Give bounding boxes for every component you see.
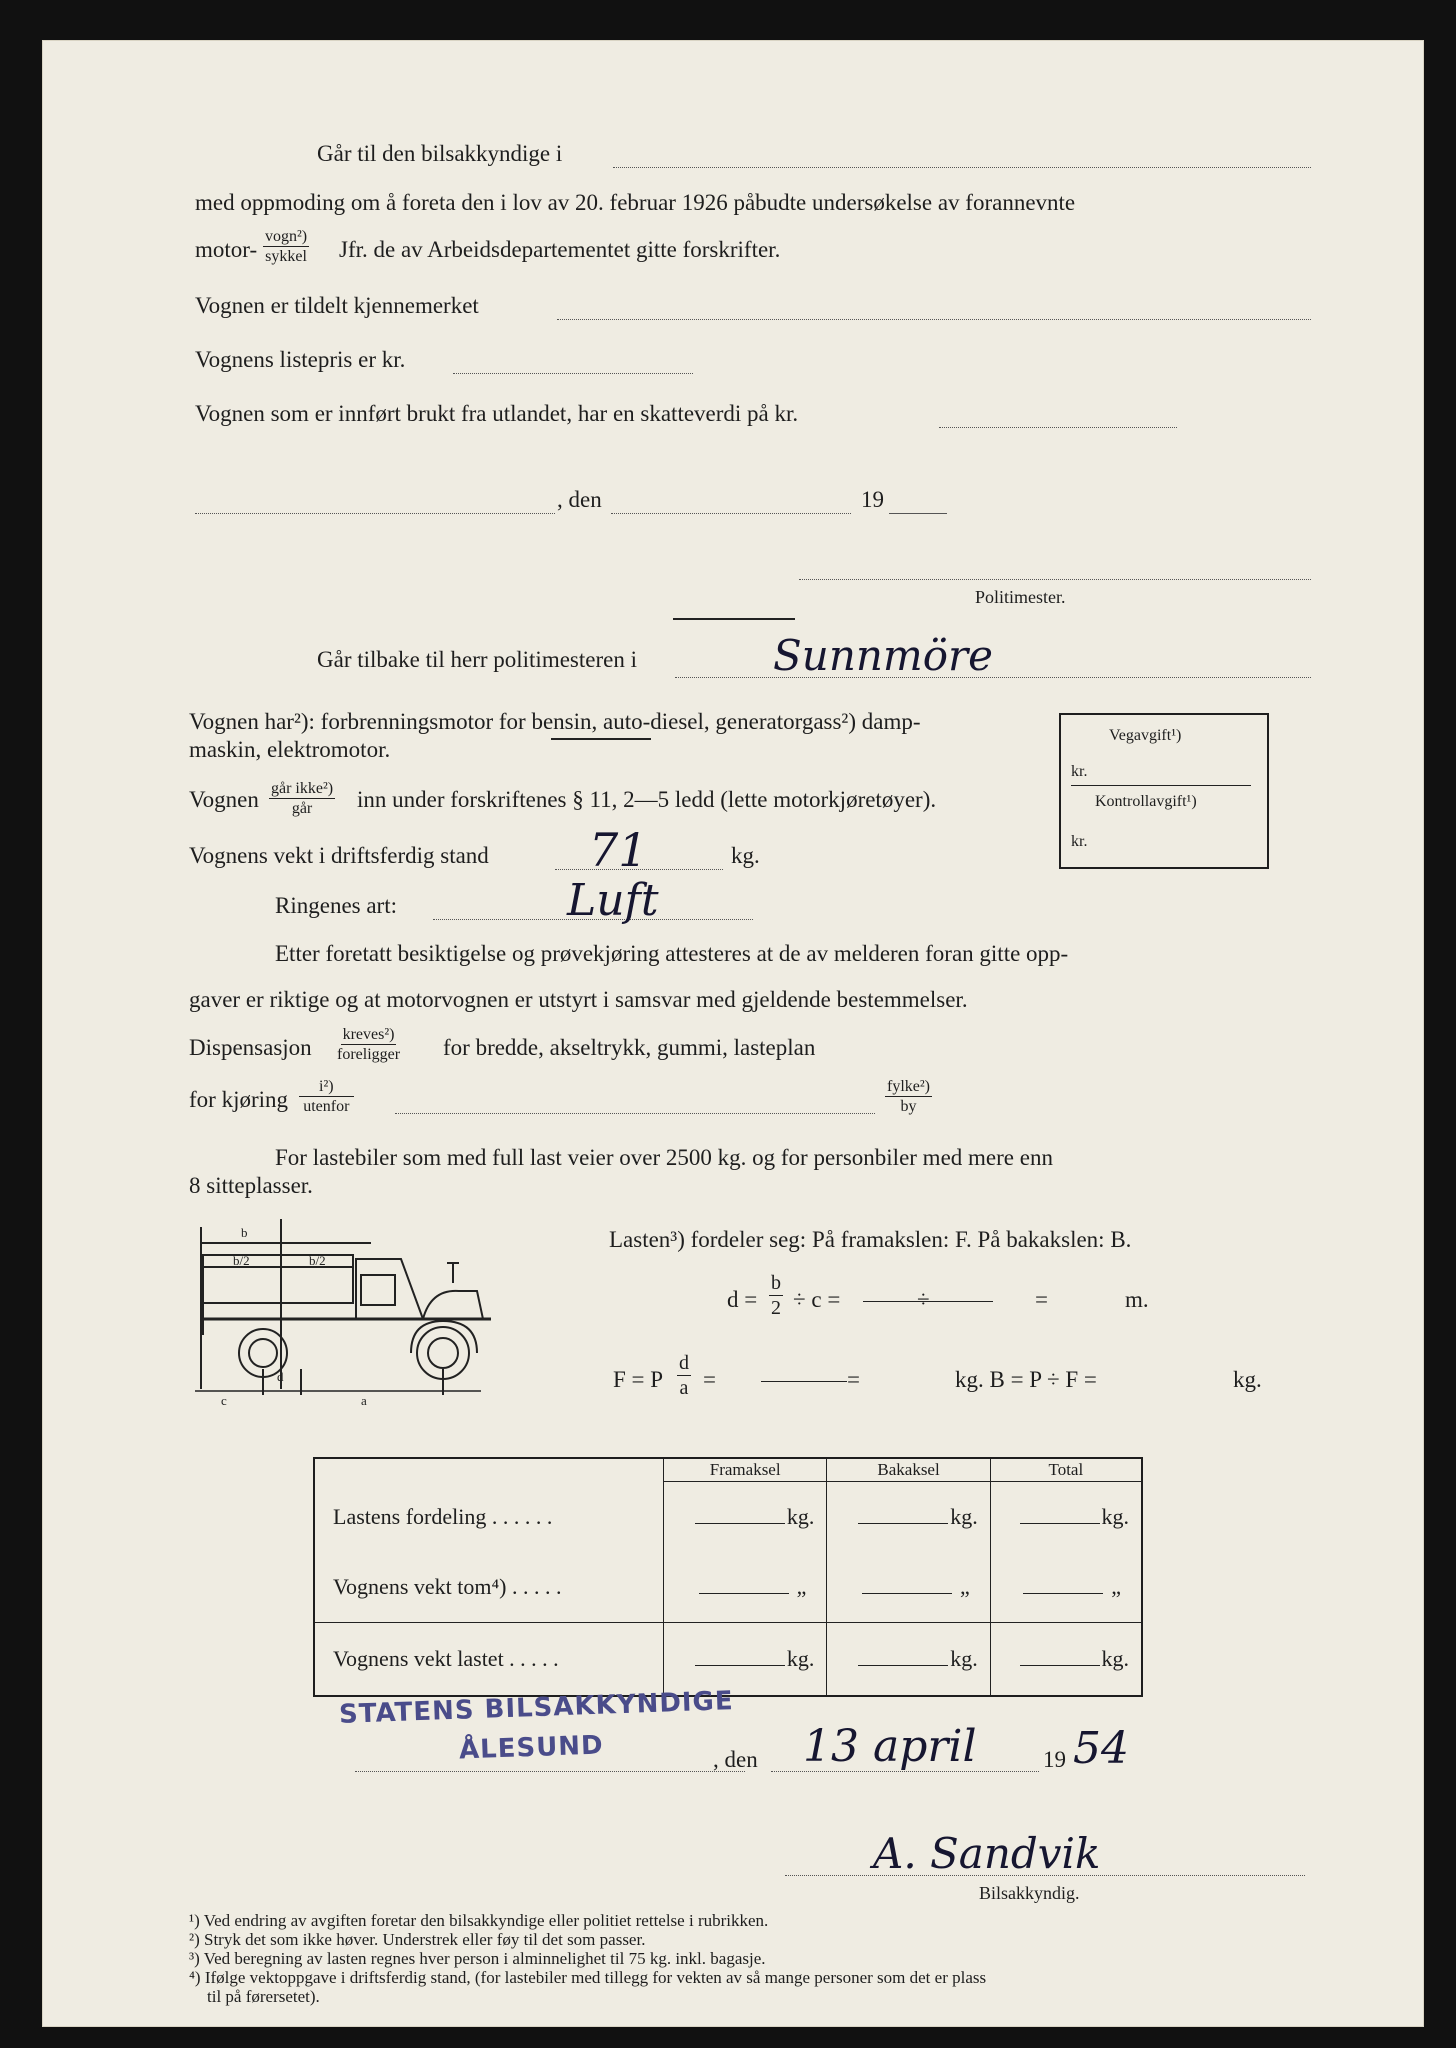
line-forskrift: inn under forskriftenes § 11, 2—5 ledd (lette motorkjøretøyer). [357,787,937,812]
cell-total[interactable]: kg. [990,1482,1142,1553]
cargo-body [203,1267,353,1303]
cell-total[interactable]: „ [990,1552,1142,1623]
label-vegavgift: Vegavgift¹) [1109,727,1182,744]
line-jfr: Jfr. de av Arbeidsdepartementet gitte forskrifter. [339,237,781,262]
cargo-sideboard-top [203,1255,353,1267]
line-lastebiler-1: For lastebiler som med full last veier over 2500 kg. og for personbiler med mere enn [275,1145,1053,1170]
formula-blank-2[interactable] [761,1381,847,1382]
underline-bensin [551,738,651,740]
frac-bottom: sykkel [265,248,307,265]
dim-label-b2-left: b/2 [233,1253,250,1268]
label-den: , den [557,487,602,512]
header-framaksel: Framaksel [664,1458,827,1482]
frac-bottom: går [291,800,313,817]
line-dispensasjon: for bredde, akseltrykk, gummi, lasteplan [443,1035,816,1060]
formula-f-eq-p: F = P [613,1367,664,1392]
stamp-line-1: STATENS BILSAKKYNDIGE [338,1686,735,1730]
formula-d-eq: d = [727,1287,758,1312]
formula-eq-2: = [703,1367,716,1392]
frac-top: vogn²) [265,228,308,245]
row-label: Lastens fordeling . . . . . . [314,1482,664,1553]
formula-kg-end: kg. [1233,1367,1262,1392]
cell-framaksel[interactable]: „ [664,1552,827,1623]
formula-m: m. [1125,1287,1149,1312]
field-kjoring-sted[interactable] [395,1113,875,1114]
front-fender [411,1321,477,1353]
label-kg: kg. [731,843,760,868]
frac-bottom: a [679,1377,689,1399]
label-den-2: , den [713,1747,758,1772]
dim-label-a: a [361,1393,367,1408]
cell-bakaksel[interactable]: kg. [827,1482,990,1553]
field-skatteverdi[interactable] [939,427,1177,428]
formula-minus-c: ÷ c = [793,1287,841,1312]
frac-top: d [679,1352,689,1374]
frac-bottom: foreligger [337,1046,401,1063]
frac-top: b [771,1272,781,1294]
cell-bakaksel[interactable]: kg. [827,1623,990,1696]
field-place[interactable] [195,513,555,514]
handwritten-luft: Luft [567,875,659,926]
footnote-4: ⁴) Ifølge vektoppgave i driftsferdig stand, (for lastebiler med tillegg for vekten av så mange personer som det er plass [189,1968,987,1987]
line-skatteverdi: Vognen som er innført brukt fra utlandet, har en skatteverdi på kr. [195,401,799,426]
handwritten-date: 13 april [803,1721,977,1772]
vegavgift-divider [1071,785,1251,786]
fraction-vogn-sykkel [263,227,309,266]
handwritten-vekt: 71 [589,823,648,877]
line-lastebiler-2: 8 sitteplasser. [189,1173,313,1198]
exhaust [447,1263,459,1283]
frac-top: kreves²) [342,1026,395,1043]
formula-b-over-2 [769,1271,783,1320]
frac-bottom: by [900,1098,917,1115]
table-row [314,1482,1142,1553]
signature-bilsakkyndig: A. Sandvik [873,1829,1101,1878]
formula-eq-3: = [847,1367,860,1392]
label-vekt: Vognens vekt i driftsferdig stand [189,843,489,868]
form-page [42,40,1424,2027]
frac-top: i²) [299,1077,354,1097]
vegavgift-box [1059,713,1269,869]
footnote-1: ¹) Ved endring av avgiften foretar den bilsakkyndige eller politiet rettelse i rubrikken. [189,1911,769,1930]
line-attest-2: gaver er riktige og at motorvognen er utstyrt i samsvar med gjeldende bestemmelser. [189,987,968,1012]
footnote-2: ²) Stryk det som ikke høver. Understrek eller føy til det som passer. [189,1930,646,1949]
line-attest-1: Etter foretatt besiktigelse og prøvekjøring attesteres at de av melderen foran gitte opp- [275,941,1069,966]
fraction-kreves [337,1025,400,1064]
formula-div-sign: ÷ [917,1287,930,1312]
line-gar-tilbake: Går tilbake til herr politimesteren i [317,647,637,672]
cab-window [361,1275,395,1305]
label-politimester: Politimester. [975,587,1066,607]
fraction-i-utenfor [299,1077,354,1116]
header-total: Total [990,1458,1142,1482]
label-bilsakkyndig: Bilsakkyndig. [979,1883,1080,1903]
label-dispensasjon: Dispensasjon [189,1035,312,1060]
field-kjennemerket[interactable] [557,319,1311,320]
dim-label-d: d [277,1369,284,1384]
cell-framaksel[interactable]: kg. [664,1623,827,1696]
cell-framaksel[interactable]: kg. [664,1482,827,1553]
line-listepris: Vognens listepris er kr. [195,347,406,372]
label-vognen: Vognen [189,787,259,812]
row-label: Vognens vekt tom⁴) . . . . . [314,1552,664,1623]
label-year-19-2: 19 [1043,1747,1066,1772]
stamp-line-2: ÅLESUND [458,1730,605,1766]
cell-bakaksel[interactable]: „ [827,1552,990,1623]
line-kjennemerket: Vognen er tildelt kjennemerket [195,293,479,318]
table-row [314,1552,1142,1623]
footnote-4-cont: til på førersetet). [207,1987,320,2006]
frac-bottom: utenfor [303,1098,350,1115]
line-motor-prefix: motor- [195,237,258,262]
line-gar-til: Går til den bilsakkyndige i [317,141,563,166]
line-oppmoding: med oppmoding om å foreta den i lov av 20. februar 1926 påbudte undersøkelse av forannevnte [195,190,1076,215]
header-bakaksel: Bakaksel [827,1458,990,1482]
line-motor-type-2: maskin, elektromotor. [189,737,391,762]
table-row [314,1623,1142,1696]
line-lasten: Lasten³) fordeler seg: På framakslen: F. På bakakslen: B. [609,1227,1132,1252]
field-year[interactable] [889,513,947,514]
row-label: Vognens vekt lastet . . . . . [314,1623,664,1696]
handwritten-sunnmore: Sunnmöre [773,631,993,680]
field-bilsakkyndige[interactable] [613,167,1311,168]
label-ringenes-art: Ringenes art: [275,893,397,918]
load-table [313,1457,1143,1697]
dim-label-c: c [221,1393,227,1408]
formula-eq: = [1035,1287,1048,1312]
footnote-3: ³) Ved beregning av lasten regnes hver person i alminnelighet til 75 kg. inkl. bagasje. [189,1949,766,1968]
field-stamp-place[interactable] [355,1771,745,1772]
frac-top: går ikke²) [271,780,334,797]
label-year-19: 19 [861,487,884,512]
divider [673,618,795,620]
fraction-fylke-by [885,1077,932,1116]
formula-kg-b: kg. B = P ÷ F = [955,1367,1097,1392]
cab [356,1259,423,1319]
field-listepris[interactable] [453,373,693,374]
fraction-gar-ikke [269,779,335,818]
label-kr-2: kr. [1071,833,1088,850]
line-motor-type-1: Vognen har²): forbrenningsmotor for bensin, auto-diesel, generatorgass²) damp- [189,709,921,734]
formula-d-over-a [677,1351,691,1400]
handwritten-year: 54 [1073,1723,1129,1774]
hood [423,1291,483,1319]
dim-label-b2-right: b/2 [309,1253,326,1268]
frac-top: fylke²) [887,1078,930,1095]
label-kontrollavgift: Kontrollavgift¹) [1095,793,1197,810]
cell-total[interactable]: kg. [990,1623,1142,1696]
truck-diagram [191,1219,621,1409]
field-politimester-sign[interactable] [799,579,1311,580]
field-date[interactable] [611,513,851,514]
field-politimester-place[interactable] [675,677,1311,678]
label-kjoring: for kjøring [189,1087,289,1112]
label-kr-1: kr. [1071,763,1088,780]
frac-bottom: 2 [771,1297,781,1319]
dim-label-b: b [241,1225,248,1240]
